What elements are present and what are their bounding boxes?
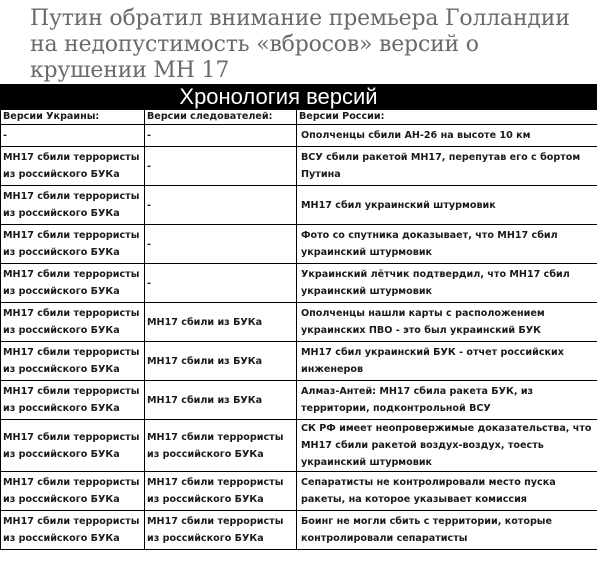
table-header-row [1,110,597,125]
cell-investigators: МН17 сбили террористы из российского БУКа [145,420,297,472]
cell-russia: Сепаратисты не контролировали место пуска ракеты, на которое указывает комиссия [297,472,597,511]
chronology-infographic [0,84,597,583]
cell-ukraine: МН17 сбили террористы из российского БУКа [1,472,145,511]
table-row [1,225,597,264]
cell-russia: МН17 сбил украинский БУК - отчет российских инженеров [297,342,597,381]
cell-ukraine: МН17 сбили террористы из российского БУКа [1,303,145,342]
cell-russia: Ополченцы нашли карты с расположением украинских ПВО - это был украинский БУК [297,303,597,342]
column-header-ukraine: Версии Украины: [1,110,145,125]
cell-investigators: - [145,147,297,186]
table-row [1,147,597,186]
cell-ukraine: МН17 сбили террористы из российского БУКа [1,381,145,420]
table-row [1,472,597,511]
cell-russia: Боинг не могли сбить с территории, которые контролировали сепаратисты [297,511,597,550]
cell-ukraine: МН17 сбили террористы из российского БУКа [1,264,145,303]
cell-investigators: МН17 сбили из БУКа [145,381,297,420]
cell-investigators: - [145,125,297,147]
column-header-investigators: Версии следователей: [145,110,297,125]
cell-ukraine: МН17 сбили террористы из российского БУКа [1,147,145,186]
cell-investigators: МН17 сбили террористы из российского БУКа [145,511,297,550]
infographic-title [0,84,597,109]
cell-russia: СК РФ имеет неопровержимые доказательства, что МН17 сбили ракетой воздух-воздух, тоесть украинский штурмовик [297,420,597,472]
table-row [1,420,597,472]
cell-russia: Фото со спутника доказывает, что МН17 сбил украинский штурмовик [297,225,597,264]
cell-ukraine: МН17 сбили террористы из российского БУКа [1,511,145,550]
cell-investigators: - [145,186,297,225]
infographic-title-text: Хронология версий [179,84,378,109]
cell-russia: Ополченцы сбили АН-26 на высоте 10 км [297,125,597,147]
cell-ukraine: МН17 сбили террористы из российского БУКа [1,420,145,472]
cell-ukraine: МН17 сбили террористы из российского БУКа [1,225,145,264]
column-header-russia: Версии России: [297,110,597,125]
cell-investigators: МН17 сбили из БУКа [145,342,297,381]
cell-investigators: МН17 сбили из БУКа [145,303,297,342]
article-headline[interactable]: Путин обратил внимание премьера Голландии на недопустимость «вбросов» версий о крушении МН 17 [30,6,570,83]
table-row [1,342,597,381]
table-row [1,381,597,420]
cell-investigators: МН17 сбили террористы из российского БУКа [145,472,297,511]
table-row [1,125,597,147]
article-header [0,0,597,84]
cell-russia: МН17 сбил украинский штурмовик [297,186,597,225]
cell-ukraine: МН17 сбили террористы из российского БУКа [1,186,145,225]
cell-ukraine: МН17 сбили террористы из российского БУКа [1,342,145,381]
cell-ukraine: - [1,125,145,147]
table-row [1,264,597,303]
cell-russia: Украинский лётчик подтвердил, что МН17 сбил украинский штурмовик [297,264,597,303]
table-row [1,186,597,225]
table-row [1,303,597,342]
cell-investigators: - [145,264,297,303]
versions-table [0,109,597,550]
cell-russia: ВСУ сбили ракетой МН17, перепутав его с бортом Путина [297,147,597,186]
table-row [1,511,597,550]
cell-russia: Алмаз-Антей: МН17 сбила ракета БУК, из территории, подконтрольной ВСУ [297,381,597,420]
cell-investigators: - [145,225,297,264]
